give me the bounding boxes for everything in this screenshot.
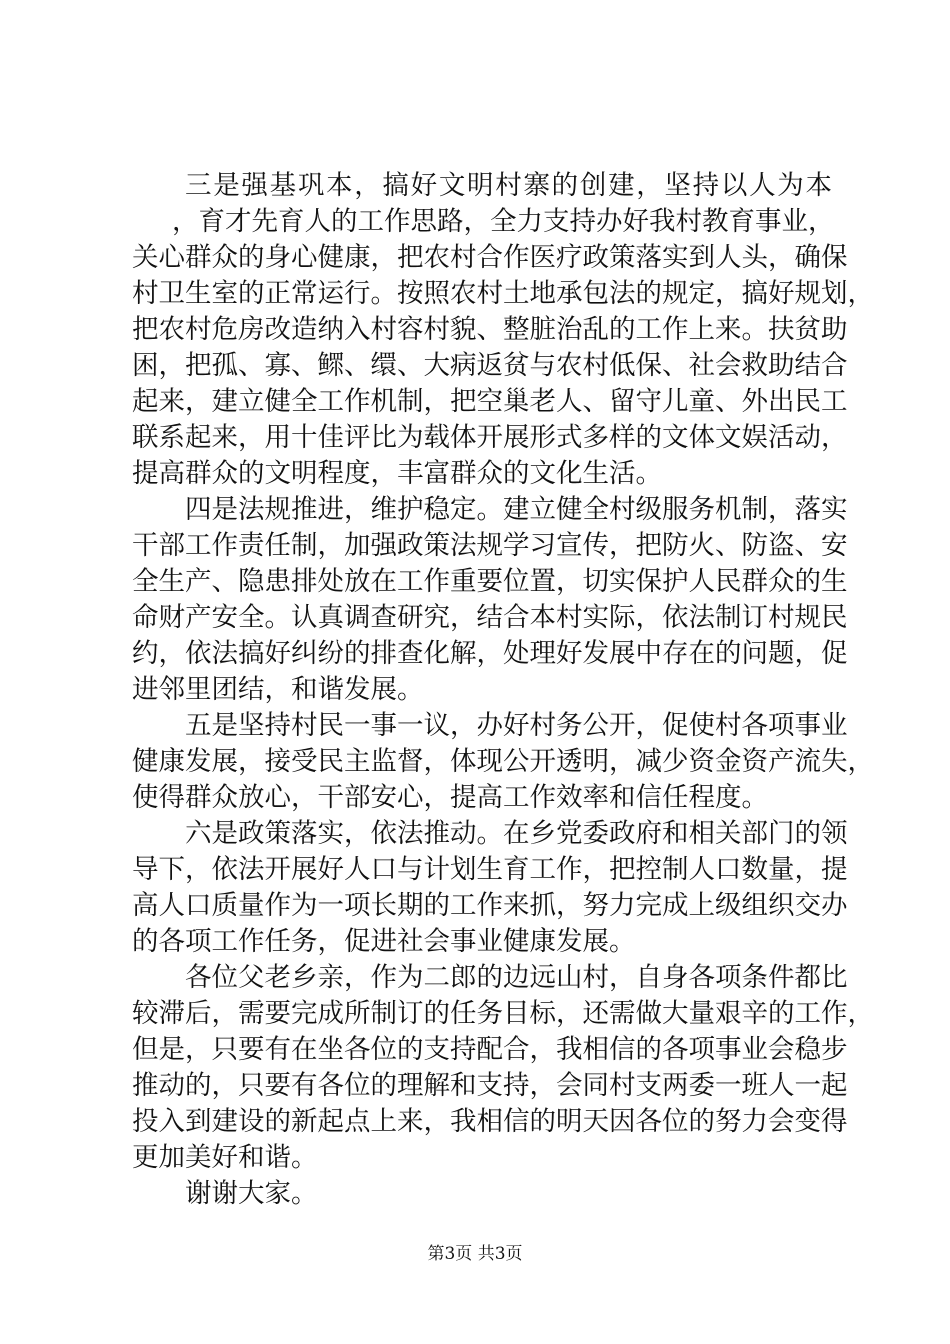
paragraph-2-line-5: 约，依法搞好纠纷的排查化解，处理好发展中存在的问题，促	[132, 638, 848, 669]
paragraph-2-line-1: 四是法规推进，维护稳定。建立健全村级服务机制，落实	[185, 494, 848, 525]
paragraph-1-line-9: 提高群众的文明程度，丰富群众的文化生活。	[132, 458, 662, 489]
paragraph-2-line-6: 进邻里团结，和谐发展。	[132, 674, 424, 705]
paragraph-1-line-5: 把农村危房改造纳入村容村貌、整脏治乱的工作上来。扶贫助	[132, 314, 848, 345]
paragraph-4-line-4: 的各项工作任务，促进社会事业健康发展。	[132, 926, 636, 957]
paragraph-1-line-4: 村卫生室的正常运行。按照农村土地承包法的规定，搞好规划，	[132, 278, 874, 309]
paragraph-3-line-2: 健康发展，接受民主监督，体现公开透明，减少资金资产流失，	[132, 746, 874, 777]
closing-thanks: 谢谢大家。	[185, 1178, 318, 1209]
paragraph-5-line-1: 各位父老乡亲，作为二郎的边远山村，自身各项条件都比	[185, 962, 848, 993]
paragraph-2-line-2: 干部工作责任制，加强政策法规学习宣传，把防火、防盗、安	[132, 530, 848, 561]
paragraph-1-line-2: ，育才先育人的工作思路，全力支持办好我村教育事业，	[172, 206, 835, 237]
paragraph-3-line-1: 五是坚持村民一事一议，办好村务公开，促使村各项事业	[185, 710, 848, 741]
page-number-footer: 第3页 共3页	[427, 1244, 523, 1264]
paragraph-4-line-1: 六是政策落实，依法推动。在乡党委政府和相关部门的领	[185, 818, 848, 849]
paragraph-2-line-4: 命财产安全。认真调查研究，结合本村实际，依法制订村规民	[132, 602, 848, 633]
paragraph-1-line-3: 关心群众的身心健康，把农村合作医疗政策落实到人头，确保	[132, 242, 848, 273]
paragraph-5-line-2: 较滞后，需要完成所制订的任务目标，还需做大量艰辛的工作，	[132, 998, 874, 1029]
paragraph-3-line-3: 使得群众放心，干部安心，提高工作效率和信任程度。	[132, 782, 768, 813]
paragraph-5-line-4: 推动的，只要有各位的理解和支持，会同村支两委一班人一起	[132, 1070, 848, 1101]
paragraph-5-line-3: 但是，只要有在坐各位的支持配合，我相信的各项事业会稳步	[132, 1034, 848, 1065]
paragraph-1-line-6: 困，把孤、寡、鳏、缳、大病返贫与农村低保、社会救助结合	[132, 350, 848, 381]
paragraph-1-line-7: 起来，建立健全工作机制，把空巢老人、留守儿童、外出民工	[132, 386, 848, 417]
paragraph-1-line-8: 联系起来，用十佳评比为载体开展形式多样的文体文娱活动，	[132, 422, 848, 453]
paragraph-5-line-6: 更加美好和谐。	[132, 1142, 318, 1173]
paragraph-5-line-5: 投入到建设的新起点上来，我相信的明天因各位的努力会变得	[132, 1106, 848, 1137]
paragraph-1-line-1: 三是强基巩本，搞好文明村寨的创建，坚持以人为本	[185, 170, 832, 201]
paragraph-4-line-2: 导下，依法开展好人口与计划生育工作，把控制人口数量，提	[132, 854, 848, 885]
paragraph-4-line-3: 高人口质量作为一项长期的工作来抓，努力完成上级组织交办	[132, 890, 848, 921]
paragraph-2-line-3: 全生产、隐患排处放在工作重要位置，切实保护人民群众的生	[132, 566, 848, 597]
